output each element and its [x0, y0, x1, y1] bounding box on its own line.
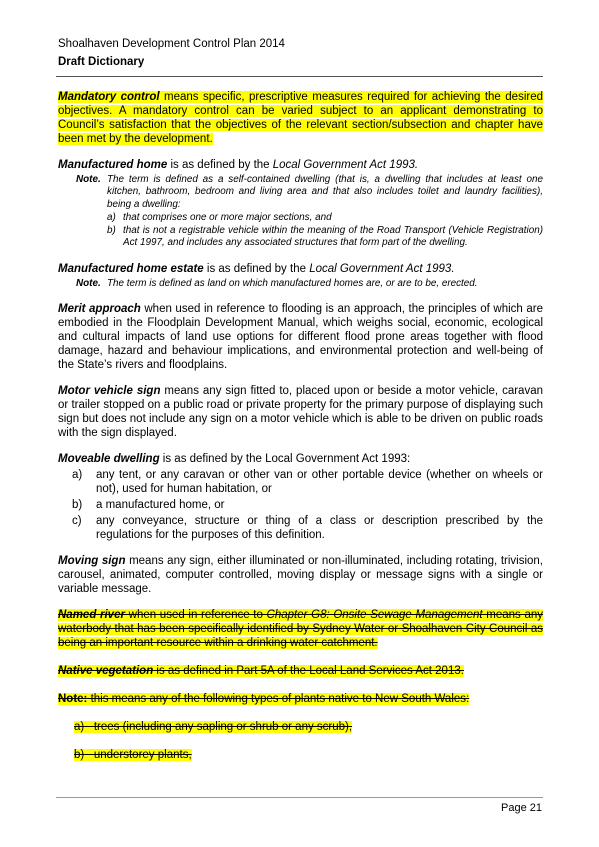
- item-text: trees (including any sapling or shrub or any scrub),: [93, 721, 353, 734]
- definition-mandatory-control: [58, 90, 543, 146]
- term: Moveable dwelling: [58, 453, 160, 466]
- definition-list: [58, 468, 543, 542]
- list-item: a) any tent, or any caravan or other van or other portable device (whether on wheels or not), used for human habitation, or: [72, 469, 543, 496]
- definition-text: when used in reference to: [124, 609, 267, 622]
- term: Native vegetation: [58, 665, 154, 678]
- dictionary-content: [58, 90, 543, 776]
- list-item: [74, 748, 543, 762]
- item-label: b): [74, 749, 85, 762]
- definition-moveable-dwelling: [58, 452, 543, 542]
- note-text: The term is defined as a self-contained dwelling (that is, a dwelling that includes at least one kitchen, bathroom, bedroom and living area and that also includes toilet and laundry facilities), being a dwelling:: [107, 174, 543, 210]
- footer-divider: [56, 797, 543, 798]
- definition-text: when used in reference to flooding is an approach, the principles of which are embodied in the Floodplain Development Manual, which weighs social, economic, ecological and cultural impacts of land use options for different flood prone areas together with flood damage, hazard and behaviour implications, and environmental protection and well-being of the State’s rivers and floodplains.: [58, 303, 543, 372]
- page-number: Page 21: [501, 802, 542, 814]
- term: Mandatory control: [58, 91, 160, 103]
- note-text: The term is defined as land on which manufactured homes are, or are to be, erected.: [107, 277, 478, 289]
- term: Manufactured home: [58, 159, 168, 171]
- definition-manufactured-home-estate: [58, 262, 543, 290]
- definition-manufactured-home: [58, 158, 543, 250]
- act-reference: Local Government Act 1993.: [309, 262, 455, 275]
- note-item: a) that comprises one or more major sections, and: [107, 211, 332, 223]
- list-item: c) any conveyance, structure or thing of a class or description prescribed by the regulations for the purposes of this definition.: [72, 515, 543, 542]
- note-label: Note:: [58, 693, 88, 706]
- term: Motor vehicle sign: [58, 385, 161, 398]
- act-reference: Local Government Act 1993.: [272, 159, 419, 171]
- native-vegetation-note: [58, 692, 543, 706]
- note-item: b) that is not a registrable vehicle within the meaning of the Road Transport (Vehicle Registration) Act 1997, and includes any associated structures that form part of the dwelling.: [107, 225, 543, 249]
- term: Manufactured home estate: [58, 262, 204, 275]
- term: Merit approach: [58, 303, 141, 316]
- note: [76, 278, 543, 290]
- definition-text: is as defined in Part 5A of the Local Land Services Act 2013.: [153, 665, 464, 678]
- document-subtitle: Draft Dictionary: [58, 56, 145, 68]
- document-title: Shoalhaven Development Control Plan 2014: [58, 38, 285, 50]
- note-label: Note.: [76, 174, 101, 185]
- header-divider: [56, 76, 543, 77]
- definition-merit-approach: [58, 302, 543, 372]
- note-text: this means any of the following types of plants native to New South Wales:: [87, 693, 470, 706]
- definition-motor-vehicle-sign: [58, 384, 543, 440]
- definition-moving-sign: [58, 554, 543, 596]
- definition-text: is as defined by the: [167, 159, 273, 171]
- note: [76, 174, 543, 250]
- chapter-reference: Chapter G8: Onsite Sewage Management: [266, 609, 483, 622]
- definition-native-vegetation: [58, 664, 543, 678]
- term: Named river: [58, 609, 125, 622]
- definition-text: means any sign fitted to, placed upon or beside a motor vehicle, caravan or trailer stopped on a public road or private property for the primary purpose of displaying such sign but does not include any sign on a motor vehicle which is able to be driven on public roads with the sign displayed.: [58, 385, 543, 440]
- definition-text: means any sign, either illuminated or non-illuminated, including rotating, trivision, carousel, animated, computer controlled, moving display or message signs with a single or variable message.: [58, 555, 543, 596]
- definition-text: means specific, prescriptive measures required for achieving the desired objectives. A mandatory control can be varied subject to an applicant demonstrating to Council’s satisfaction that the objectives of the relevant section/subsection and chapter have been met by the development.: [58, 91, 543, 145]
- note-label: Note.: [76, 277, 101, 289]
- term: Moving sign: [58, 555, 126, 568]
- item-text: understorey plants,: [93, 749, 192, 762]
- list-item: [74, 720, 543, 734]
- definition-named-river: [58, 608, 543, 650]
- item-label: a): [74, 721, 85, 734]
- definition-text: is as defined by the: [203, 262, 310, 275]
- definition-text: is as defined by the Local Government Act 1993:: [159, 453, 411, 466]
- list-item: b) a manufactured home, or: [72, 499, 225, 512]
- definition-text: means any waterbody that has been specifically identified by Sydney Water or Shoalhaven City Council as being an important resource within a drinking water catchment.: [58, 609, 544, 650]
